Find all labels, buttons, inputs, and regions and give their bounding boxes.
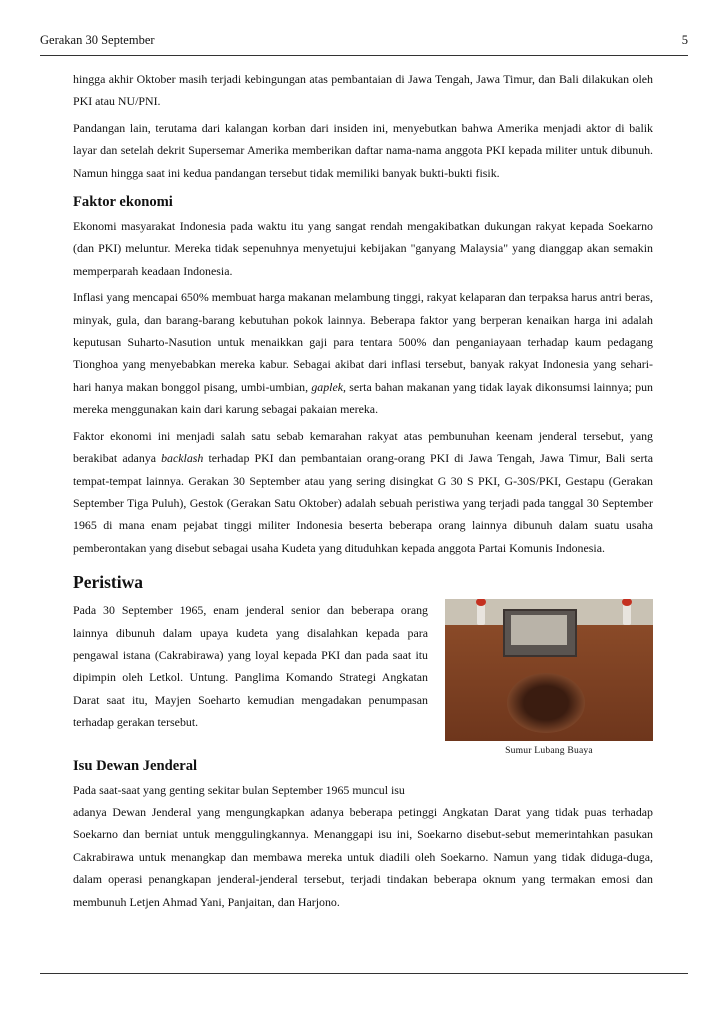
ekonomi-p2-emphasis: gaplek xyxy=(311,379,344,394)
dewan-paragraph-line-1: Pada saat-saat yang genting sekitar bulan September 1965 muncul isu xyxy=(73,782,405,797)
ekonomi-p3-text-b: terhadap PKI dan pembantaian orang-orang PKI di Jawa Tengah, Jawa Timur, Bali serta tempat-tempat lainnya. Gerakan 30 September atau yang sering disingkat G 30 S PKI, G-30S/PKI, Gestapu (Gerakan September Tiga Puluh), Gestok (Gerakan Satu Oktober) adalah sebuah peristiwa yang terjadi pada tanggal 30 September 1965 di mana enam pejabat tinggi militer Indonesia beserta beberapa orang lainnya dibunuh dalam suatu usaha pemberontakan yang disebut sebagai usaha Kudeta yang dituduhkan kepada anggota Partai Komunis Indonesia. xyxy=(73,451,653,555)
header-rule xyxy=(40,55,688,56)
intro-paragraph-2: Pandangan lain, terutama dari kalangan korban dari insiden ini, menyebutkan bahwa Amerika menjadi aktor di balik layar dan setelah dekrit Supersemar Amerika memberikan daftar nama-nama anggota PKI kepada militer untuk dibunuh. Namun hingga saat ini kedua pandangan tersebut tidak memiliki banyak bukti-bukti fisik. xyxy=(73,120,653,180)
section-heading-isu-dewan-jenderal: Isu Dewan Jenderal xyxy=(73,757,198,774)
dewan-paragraph-rest: adanya Dewan Jenderal yang mengungkapkan adanya beberapa petinggi Angkatan Darat yang tidak puas terhadap Soekarno dan berniat untuk menggulingkannya. Menanggapi isu ini, Soekarno disebut-sebut memerintahkan pasukan Cakrabirawa untuk menangkap dan membawa mereka untuk diadili oleh Soekarno. Namun yang tidak diduga-duga, dalam operasi penangkapan jenderal-jenderal tersebut, terjadi tindakan beberapa oknum yang termakan emosi dan membunuh Letjen Ahmad Yani, Panjaitan, dan Harjono. xyxy=(73,804,653,909)
ekonomi-paragraph-1: Ekonomi masyarakat Indonesia pada waktu itu yang sangat rendah mengakibatkan dukungan rakyat kepada Soekarno (dan PKI) meluntur. Mereka tidak sepenuhnya menyetujui kebijakan "ganyang Malaysia" yang dianggap akan semakin memperparah keadaan Indonesia. xyxy=(73,219,653,278)
well-opening xyxy=(507,673,585,733)
well-photo xyxy=(445,599,653,741)
footer-rule xyxy=(40,973,688,974)
peristiwa-paragraph-1: Pada 30 September 1965, enam jenderal senior dan beberapa orang lainnya dibunuh dalam upaya kudeta yang disalahkan kepada para pengawal istana (Cakrabirawa) yang loyal kepada PKI dan pada saat itu dipimpin oleh Letkol. Untung. Panglima Komando Strategi Angkatan Darat saat itu, Mayjen Soeharto kemudian mengadakan penumpasan terhadap gerakan tersebut. xyxy=(73,603,428,730)
peristiwa-section xyxy=(73,599,653,801)
page-body xyxy=(73,68,653,917)
document-title: Gerakan 30 September xyxy=(40,33,155,47)
figure-caption: Sumur Lubang Buaya xyxy=(505,745,593,757)
ekonomi-p3-text-a: Faktor ekonomi ini menjadi salah satu sebab kemarahan rakyat atas pembunuhan keenam jenderal tersebut, yang berakibat adanya xyxy=(73,428,653,466)
page-header xyxy=(40,33,688,53)
page-number: 5 xyxy=(681,33,688,47)
ekonomi-p2-text-a: Inflasi yang mencapai 650% membuat harga makanan melambung tinggi, rakyat kelaparan dan terpaksa harus antri beras, minyak, gula, dan barang-barang kebutuhan pokok lainnya. Beberapa faktor yang berperan kenaikan harga ini adalah keputusan Suharto-Nasution untuk menaikkan gaji para tentara 500% dan penganiayaan terhadap kaum pedagang Tionghoa yang menyebabkan mereka kabur. Sebagai akibat dari inflasi tersebut, banyak rakyat Indonesia yang sehari-hari hanya makan bonggol pisang, umbi-umbian, xyxy=(73,290,653,394)
ekonomi-paragraph-2 xyxy=(73,286,653,420)
ekonomi-paragraph-3 xyxy=(73,425,653,559)
section-heading-faktor-ekonomi: Faktor ekonomi xyxy=(73,194,173,211)
section-heading-peristiwa: Peristiwa xyxy=(73,572,143,593)
intro-paragraph-1: hingga akhir Oktober masih terjadi kebingungan atas pembantaian di Jawa Tengah, Jawa Timur, dan Bali dilakukan oleh PKI atau NU/PNI. xyxy=(73,72,653,109)
figure-sumur-lubang-buaya xyxy=(445,599,657,763)
ekonomi-p2-text-b: , serta bahan makanan yang tidak layak dikonsumsi lainnya; pun mereka menggunakan kain dari karung sebagai pakaian mereka. xyxy=(73,379,653,417)
ekonomi-p3-emphasis: backlash xyxy=(161,451,204,466)
